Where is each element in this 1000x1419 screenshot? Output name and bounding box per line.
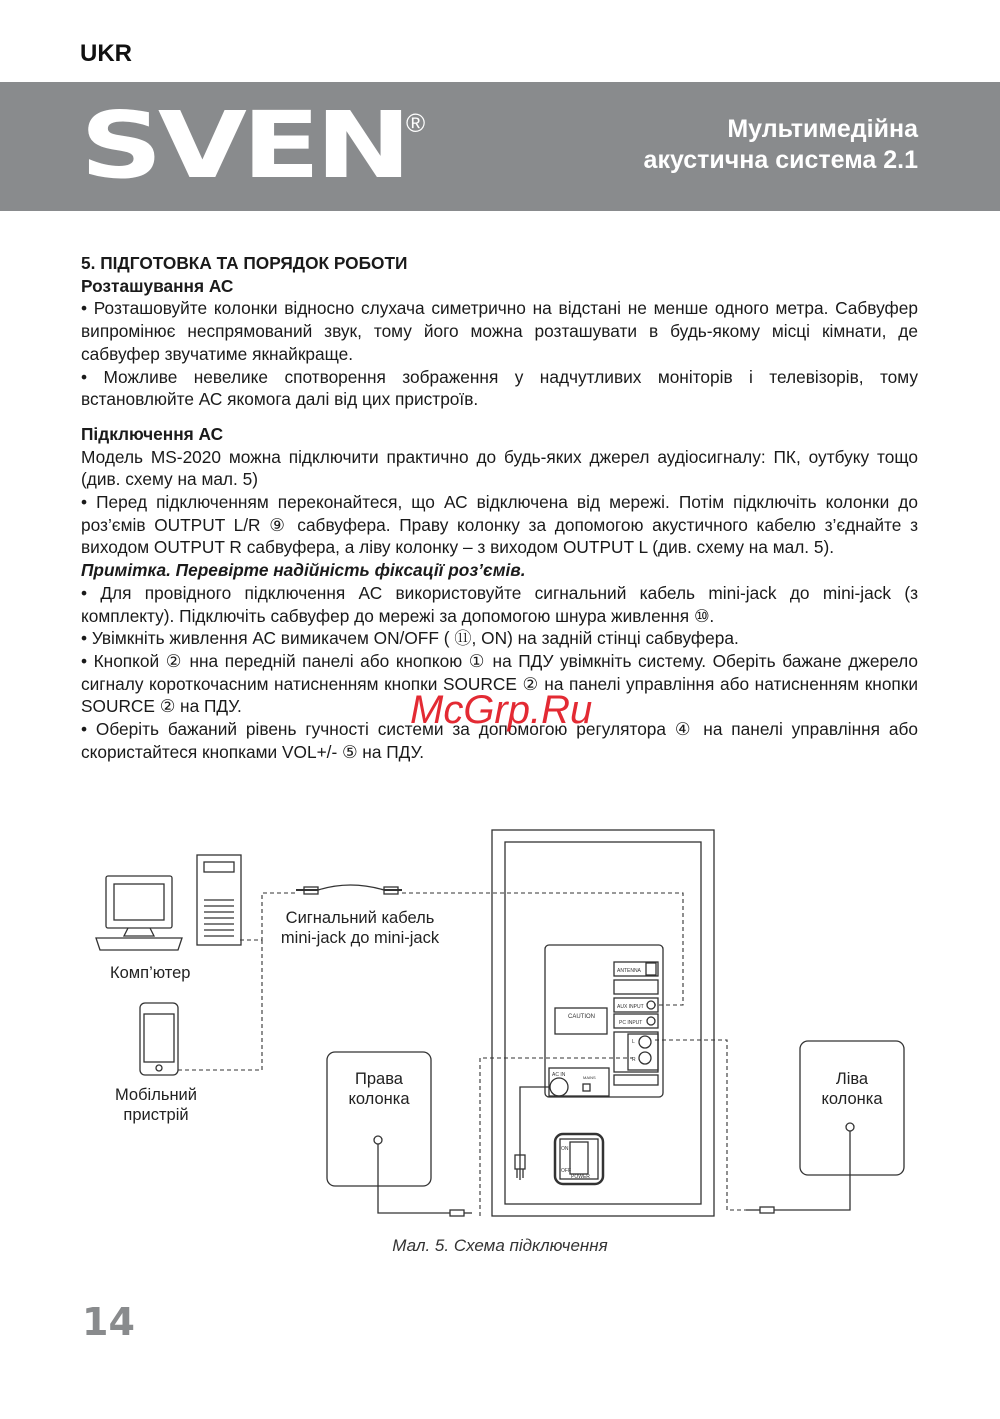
paragraph: • Увімкніть живлення АС вимикачем ON/OFF ( ⑪, ON) на задній стінці сабвуфера. — [81, 628, 739, 649]
mobile-label: Мобільний пристрій — [115, 1086, 197, 1124]
power-switch-icon — [555, 1134, 603, 1184]
ac-in-label: AC IN — [552, 1072, 566, 1078]
paragraph: • Для провідного підключення АС використовуйте сигнальний кабель mini-jack до mini-jack (з комплекту). Підключіть сабвуфер до мережі за допомогою шнура живлення ⑩. — [81, 582, 918, 626]
caution-label: CAUTION — [568, 1014, 595, 1020]
body-text — [81, 252, 918, 763]
mini-jack-cable-icon — [296, 885, 402, 894]
paragraph: • Кнопкой ② нна передній панелі або кнопкою ① на ПДУ увімкніть систему. Оберіть бажане джерело сигналу короткочасним натисненням кнопки SOURCE ② на панелі управління або натисненням кнопки SOURCE ② на ПДУ. — [81, 650, 918, 717]
product-title — [644, 114, 918, 176]
note: Примітка. Перевірте надійність фіксації роз’ємів. — [81, 560, 526, 581]
title-line-1: Мультимедійна — [727, 115, 918, 143]
language-label: UKR — [80, 40, 132, 67]
page-number: 14 — [82, 1300, 135, 1344]
aux-input-label: AUX INPUT — [617, 1004, 644, 1010]
paragraph: • Можливе невелике спотворення зображення у надчутливих моніторів і телевізорів, тому встановлюйте АС якомога далі від цих пристроїв. — [81, 366, 918, 410]
output-r-label: R — [632, 1057, 636, 1063]
pc-input-label: PC INPUT — [619, 1020, 643, 1026]
power-plug-icon — [515, 1087, 549, 1180]
subheading-placement: Розташування АС — [81, 275, 234, 296]
on-label: ON — [561, 1146, 569, 1152]
watermark: McGrp.Ru — [410, 688, 593, 732]
paragraph: • Розташовуйте колонки відносно слухача симетрично на відстані не менше одного метра. Сабвуфер випромінює неспрямований звук, тому його можна розташувати в будь-якому місці кімнати, де сабвуфер звучатиме якнайкраще. — [81, 298, 918, 364]
paragraph: • Оберіть бажаний рівень гучності системи за допомогою регулятора ④ на панелі управління або скористайтеся кнопками VOL+/- ⑤ на ПДУ. — [81, 719, 918, 762]
paragraph: • Перед підключенням переконайтеся, що АС відключена від мережі. Потім підключіть колонки до роз’ємів OUTPUT L/R ⑨ сабвуфера. Праву колонку за допомогою акустичного кабелю з’єднайте з виходом OUTPUT R сабвуфера, а ліву колонку – з виходом OUTPUT L (див. схему на мал. 5). — [81, 492, 918, 558]
computer-icon — [96, 855, 241, 950]
right-speaker-label: Права колонка — [348, 1070, 410, 1108]
mains-label: MAINS — [583, 1075, 596, 1080]
registered-mark: ® — [406, 108, 426, 138]
off-label: OFF — [561, 1168, 571, 1174]
connection-diagram — [0, 800, 1000, 1270]
title-line-2: акустична система 2.1 — [643, 146, 918, 174]
computer-label: Комп’ютер — [110, 964, 191, 982]
left-speaker-label: Ліва колонка — [821, 1070, 883, 1108]
figure-caption: Мал. 5. Схема підключення — [392, 1236, 608, 1255]
antenna-label: ANTENNA — [617, 968, 641, 974]
paragraph: Модель MS-2020 можна підключити практично до будь-яких джерел аудіосигналу: ПК, оутбуку тощо (див. схему на мал. 5) — [81, 446, 918, 490]
subheading-connection: Підключення АС — [81, 423, 224, 444]
cable-label: Сигнальний кабель mini-jack до mini-jack — [280, 909, 440, 947]
output-l-label: L — [632, 1039, 635, 1045]
section-heading: 5. ПІДГОТОВКА ТА ПОРЯДОК РОБОТИ — [81, 253, 408, 273]
mobile-phone-icon — [140, 1003, 178, 1075]
power-label: POWER — [571, 1174, 590, 1180]
brand-logo: SVEN — [80, 92, 407, 199]
